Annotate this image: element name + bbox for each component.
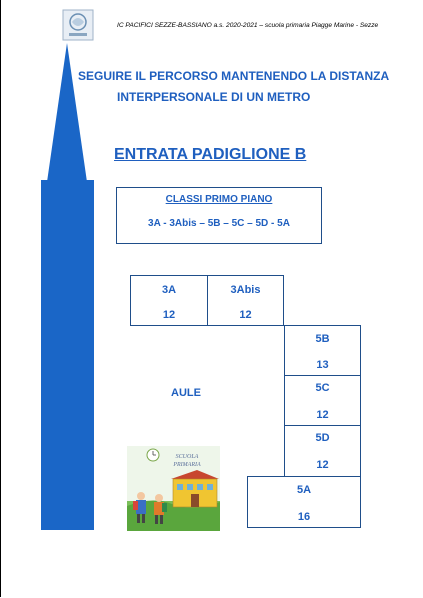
room-name: 5C	[315, 382, 330, 394]
header-text: IC PACIFICI SEZZE-BASSIANO a.s. 2020-2021 – scuola primaria Piagge Marine - Sezze	[117, 22, 379, 29]
page-title: ENTRATA PADIGLIONE B	[114, 146, 307, 163]
room-count: 12	[162, 309, 176, 321]
room-3abis	[207, 275, 284, 326]
aule-label: AULE	[171, 387, 201, 399]
room-5a	[247, 476, 361, 528]
room-name: 3Abis	[230, 284, 261, 296]
room-count: 12	[316, 409, 329, 421]
svg-text:PRIMARIA: PRIMARIA	[173, 462, 201, 468]
room-count: 12	[239, 309, 252, 321]
room-count: 12	[316, 459, 329, 471]
classes-list: 3A - 3Abis – 5B – 5C – 5D - 5A	[148, 218, 290, 229]
room-name: 5A	[296, 484, 312, 496]
instruction-line-2: INTERPERSONALE DI UN METRO	[117, 90, 311, 104]
instruction-line-1: SEGUIRE IL PERCORSO MANTENENDO LA DISTANZA	[78, 69, 390, 83]
classes-box	[116, 187, 322, 244]
room-5d	[284, 425, 361, 477]
room-name: 3A	[161, 284, 177, 296]
room-name: 5B	[315, 333, 330, 345]
room-5c	[284, 375, 361, 426]
room-count: 13	[316, 359, 329, 371]
room-name: 5D	[315, 432, 330, 444]
room-3a	[130, 275, 208, 326]
room-5b	[284, 325, 361, 376]
room-count: 16	[297, 511, 311, 523]
school-illustration-icon	[127, 446, 220, 531]
classes-heading: CLASSI PRIMO PIANO	[165, 194, 273, 205]
svg-text:SCUOLA: SCUOLA	[175, 454, 199, 460]
